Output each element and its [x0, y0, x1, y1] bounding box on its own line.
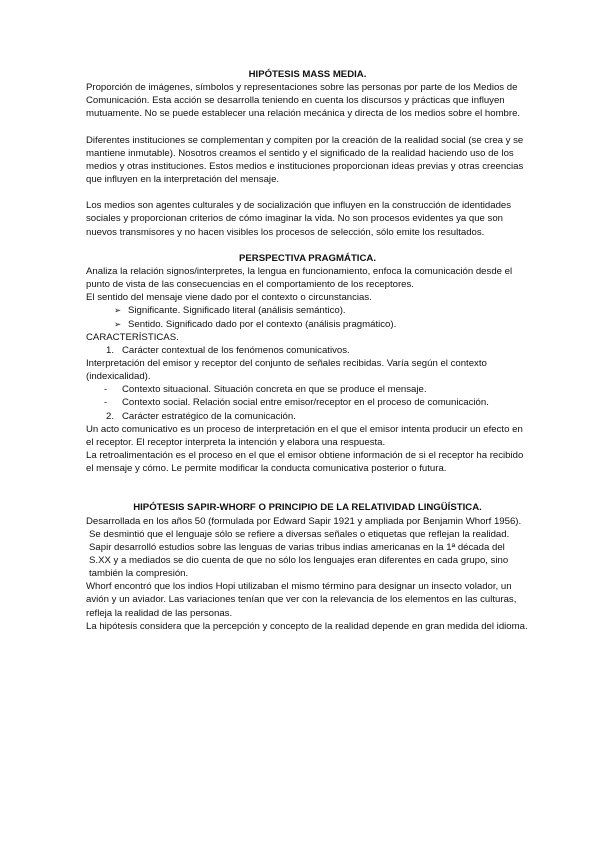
paragraph: Se desmintió que el lenguaje sólo se refiere a diversas señales o etiquetas que reflejan la realidad. Sapir desarrolló estudios sobre las lenguas de varias tribus indias americanas en la 1ª década del S.XX y a mediados se dio cuenta de que no sólo los lenguajes eran diferentes en cada grupo, sino también la compresión.: [89, 528, 510, 580]
paragraph: Interpretación del emisor y receptor del conjunto de señales recibidas. Varía según el contexto (indexicalidad).: [86, 357, 487, 383]
list-item: [106, 410, 529, 423]
dash-list: [86, 383, 529, 409]
paragraph: Desarrollada en los años 50 (formulada por Edward Sapir 1921 y ampliada por Benjamin Whorf 1956).: [86, 515, 522, 527]
paragraph: Whorf encontró que los indios Hopi utilizaban el mismo término para designar un insecto volador, un avión y un aviador. Las variaciones tenían que ver con la relevancia de los elementos en las culturas, refleja la realidad de las personas.: [86, 581, 517, 619]
paragraph: Proporción de imágenes, símbolos y representaciones sobre las personas por parte de los Medios de Comunicación. Esta acción se desarrolla teniendo en cuenta los discursos y prácticas que influyen mutuamente. No se puede establecer una relación mecánica y directa de los medios sobre el hombre.: [86, 82, 521, 120]
paragraph: Analiza la relación signos/interpretes, la lengua en funcionamiento, enfoca la comunicación desde el punto de vista de las consecuencias en el comportamiento de los receptores.: [86, 265, 513, 291]
arrow-list: [86, 304, 529, 330]
paragraph: La retroalimentación es el proceso en el que el emisor obtiene información de si el receptor ha recibido el mensaje y cómo. Le permite modificar la conducta comunicativa posterior o futura.: [86, 450, 524, 475]
paragraph: Diferentes instituciones se complementan y compiten por la creación de la realidad social (se crea y se mantiene inmutable). Nosotros creamos el sentido y el significado de la realidad haciendo uso de los medios y otras instituciones. Estos medios e instituciones proporcionan ideas previas y otras creencias que influyen en la interpretación del mensaje.: [86, 134, 524, 186]
list-item: - Contexto social. Relación social entre emisor/receptor en el proceso de comunicación.: [104, 396, 529, 409]
list-item-text: Carácter estratégico de la comunicación.: [122, 410, 296, 422]
list-number: 2.: [106, 410, 115, 422]
subheading: CARACTERÍSTICAS.: [86, 331, 179, 343]
paragraph: Un acto comunicativo es un proceso de interpretación en el que el emisor intenta producir un efecto en el receptor. El receptor interpreta la intención y elabora una respuesta.: [86, 423, 523, 448]
list-number: 1.: [106, 344, 115, 356]
list-item-text: Carácter contextual de los fenómenos comunicativos.: [122, 344, 350, 356]
section-title-sapir-whorf: HIPÓTESIS SAPIR-WHORF O PRINCIPIO DE LA RELATIVIDAD LINGÜÍSTICA.: [133, 502, 482, 514]
list-item: [106, 344, 529, 357]
list-item: ➢ Sentido. Significado dado por el contexto (análisis pragmático).: [114, 318, 529, 331]
list-item: - Contexto situacional. Situación concreta en que se produce el mensaje.: [104, 383, 529, 396]
paragraph: El sentido del mensaje viene dado por el contexto o circunstancias.: [86, 292, 372, 304]
paragraph: Los medios son agentes culturales y de socialización que influyen en la construcción de identidades sociales y proporcionan criterios de cómo imaginar la vida. No son procesos evidentes ya que son nuevos transmisores y no hacen visibles los procesos de selección, sólo emite los resultados.: [86, 200, 512, 238]
section-title-mass-media: HIPÓTESIS MASS MEDIA.: [248, 69, 367, 80]
numbered-list: [86, 344, 529, 357]
numbered-list: [86, 410, 529, 423]
section-title-pragmatica: PERSPECTIVA PRAGMÁTICA.: [239, 252, 376, 264]
list-item: ➢ Significante. Significado literal (análisis semántico).: [114, 304, 529, 317]
paragraph: La hipótesis considera que la percepción y concepto de la realidad depende en gran medida del idioma.: [86, 620, 528, 632]
